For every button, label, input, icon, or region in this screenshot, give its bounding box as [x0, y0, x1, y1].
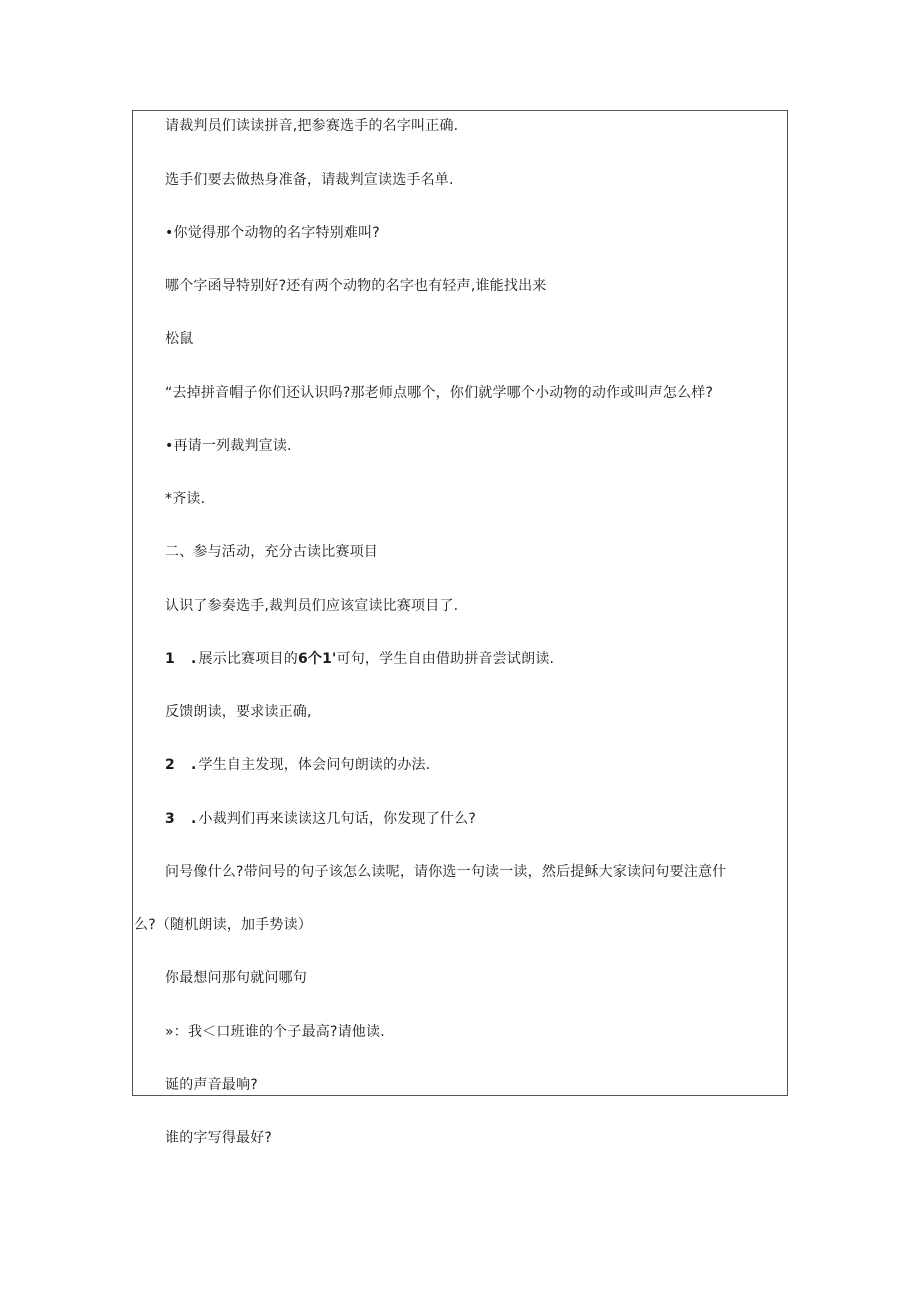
text-line-5: 松鼠 — [165, 331, 194, 347]
item-text: 小裁判们再来读读这几句话，你发现了什么? — [198, 811, 476, 827]
text-line-1: 请裁判员们读读拼音,把参赛选手的名字叫正确. — [165, 118, 459, 134]
item-dot: . — [191, 757, 197, 773]
item-dot: . — [191, 651, 197, 667]
text-line-19: 诞的声音最响? — [165, 1077, 258, 1093]
text-line-8: *齐读. — [165, 491, 206, 507]
text-line-17: 你最想问那句就问哪句 — [165, 970, 307, 986]
item-text-rest: 可句，学生自由借助拼音尝试朗读. — [336, 651, 555, 667]
text-line-3: •你觉得那个动物的名字特别难叫? — [165, 225, 380, 241]
numbered-item-3 — [165, 810, 476, 828]
text-line-6: “去掉拼音帽子你们还认识吗?那老师点哪个，你们就学哪个小动物的动作或叫声怎么样? — [165, 385, 714, 401]
item-number: 1 — [165, 651, 175, 667]
text-line-15: 问号像什么?带问号的句子该怎么读呢，请你选一句读一读，然后提稣大家读问句要注意什 — [165, 864, 727, 880]
numbered-item-2 — [165, 756, 430, 774]
text-line-4: 哪个字函导特别好?还有两个动物的名字也有轻声,谁能找出来 — [165, 278, 547, 294]
item-text: 学生自主发现，体会问句朗读的办法. — [198, 757, 431, 773]
text-line-7: •再请一列裁判宣读. — [165, 438, 292, 454]
numbered-item-1 — [165, 650, 554, 668]
text-line-10: 认识了参奏选手,裁判员们应该宣读比赛项目了. — [165, 598, 459, 614]
text-line-20: 谁的字写得最好? — [165, 1130, 273, 1146]
item-number: 2 — [165, 757, 175, 773]
text-line-2: 选手们要去做热身准备，请裁判宣读选手名单. — [165, 172, 454, 188]
text-line-18: »：我＜口班谁的个子最高?请他读. — [165, 1024, 385, 1040]
feedback-text: 反馈朗读，要求读正确, — [165, 704, 312, 720]
text-line-12 — [165, 703, 312, 721]
item-number: 3 — [165, 811, 175, 827]
item-dot: . — [191, 811, 197, 827]
item-text-bold: 6个1' — [297, 651, 337, 667]
text-line-16: 么?（随机朗读，加手势读） — [134, 917, 313, 933]
item-text: 展示比赛项目的 — [198, 651, 298, 667]
section-heading: 二、参与活动，充分古读比赛项目 — [165, 544, 378, 560]
